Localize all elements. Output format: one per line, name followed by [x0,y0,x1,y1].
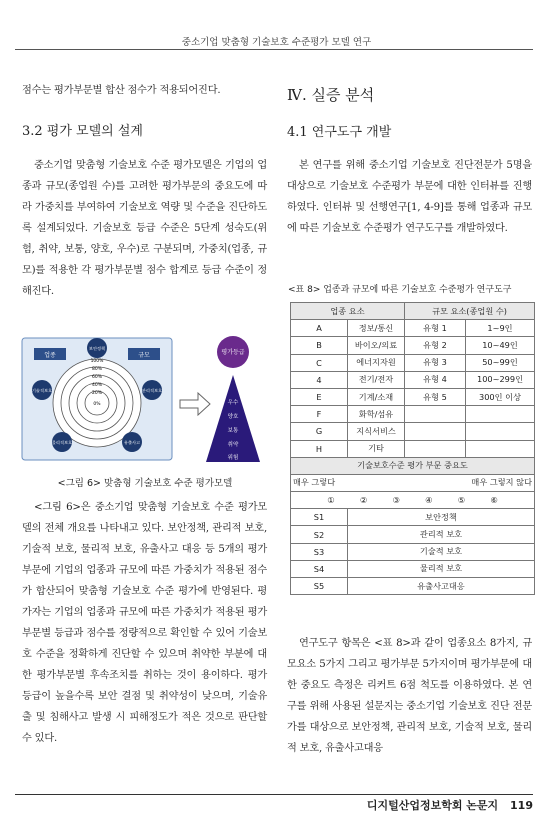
industry-name: 지식서비스 [348,423,405,440]
pyramid-level-4: 취약 [227,442,239,448]
pyramid-level-3: 보통 [227,428,239,434]
section-title-3-2: 3.2 평가 모델의 설계 [22,124,143,139]
section-title-4-1: 4.1 연구도구 개발 [287,125,392,140]
intro-line: 점수는 평가부문별 합산 점수가 적용되어진다. [22,85,221,96]
physical-label: 물리적보호 [51,440,73,445]
ring-label-40: 40% [91,383,103,388]
size-range: 300인 이상 [466,388,535,405]
ring-label-20: 20% [91,391,103,396]
industry-header: 업종 요소 [291,303,405,320]
size-type: 유형 2 [405,337,466,354]
ring-label-80: 80% [91,367,103,372]
sector-name: 관리적 보호 [348,526,535,543]
table-row [291,509,535,526]
industry-code: C [291,354,348,371]
left-paragraph-2: <그림 6>은 중소기업 맞춤형 기술보호 수준 평가모델의 전체 개요를 나타내고 있다. 보안정책, 관리적 보호, 기술적 보호, 물리적 보호, 유출사고 대응 등 5개의 평가부문에 기업의 업종과 규모에 따른 가중치가 적용된 점수가 합산되어 맞춤형 기술보호 수준 평가에 반영된다. 평가자는 기업의 업종과 규모에 따른 가중치가 적용된 평가부문별 등급과 점수를 정량적으로 확인할 수 있어 기술보호 수준을 정확하게 진단할 수 있으며 취약한 부분에 대한 평가부문별 후속조치를 취하는 것이 용이하다. 평가 등급이 높을수록 보안 결점 및 취약성이 낮으며, 기술유출 및 침해사고 발생 시 피해정도가 적은 것으로 판단할 수 있다. [22,502,267,744]
pyramid-level-2: 양호 [227,414,239,420]
ring-label-60: 60% [91,375,103,380]
scale-left-label: 매우 그렇다 [291,474,405,491]
sector-name: 물리적 보호 [348,560,535,577]
size-range: 100~299인 [466,371,535,388]
industry-code: H [291,440,348,457]
figure-6 [20,330,270,465]
table-row [291,354,535,371]
table-row [291,388,535,405]
table-row [291,423,535,440]
left-paragraph-1: 중소기업 맞춤형 기술보호 수준 평가모델은 기업의 업종과 규모(종업원 수)를 고려한 평가부문의 중요도에 따라 가중치를 부여하여 기술보호 역량 및 수준을 진단하도록 설계되었다. 기술보호 등급 수준은 5단계 성숙도(위험, 취약, 보통, 양호, 우수)로 구분되며, 가중치(업종, 규모)를 적용한 각 평가부문별 점수 합계로 등급 수준이 정해진다. [22,160,267,297]
industry-name: 기타 [348,440,405,457]
size-range [466,440,535,457]
page-number: 119 [510,799,533,812]
industry-code: A [291,320,348,337]
size-type: 유형 3 [405,354,466,371]
industry-name: 바이오/의료 [348,337,405,354]
figure-6-diagram [20,330,270,465]
security-policy-label: 보안정책 [88,346,106,351]
scale-right-label: 매우 그렇지 않다 [405,474,535,491]
industry-name: 에너지자원 [348,354,405,371]
administrative-label: 관리적보호 [141,388,163,393]
table-row [291,543,535,560]
size-type: 유형 4 [405,371,466,388]
size-type: 유형 1 [405,320,466,337]
sector-name: 기술적 보호 [348,543,535,560]
industry-name: 전기/전자 [348,371,405,388]
header-rule [15,49,533,50]
sector-code: S2 [291,526,348,543]
size-range: 10~49인 [466,337,535,354]
sector-code: S1 [291,509,348,526]
scale-mark: ② [359,495,368,506]
sector-code: S5 [291,578,348,595]
size-box-label: 규모 [138,352,150,359]
size-range: 50~99인 [466,354,535,371]
size-type [405,423,466,440]
scale-mark: ③ [392,495,400,506]
scale-mark: ① [327,495,335,506]
table-row [291,320,535,337]
size-range [466,423,535,440]
industry-code: G [291,423,348,440]
size-type [405,406,466,423]
industry-box-label: 업종 [44,352,56,359]
table-8-grid [290,302,535,595]
table-row [291,337,535,354]
industry-name: 화학/섬유 [348,406,405,423]
industry-name: 정보/통신 [348,320,405,337]
table-8-caption: <표 8> 업종과 규모에 따른 기술보호 수준평가 연구도구 [288,285,512,295]
industry-code: B [291,337,348,354]
right-paragraph-1: 본 연구를 위해 중소기업 기술보호 진단전문가 5명을 대상으로 기술보호 수준평가 부문에 대한 인터뷰를 진행하였다. 인터뷰 및 선행연구[1, 4-9]를 통해 업종과 규모에 따른 기술보호 수준평가 연구도구를 개발하였다. [287,160,532,234]
grade-title: 평가등급 [221,349,245,356]
right-paragraph-2: 연구도구 항목은 <표 8>과 같이 업종요소 8가지, 규모요소 5가지 그리고 평가부문 5가지이며 평가부문에 대한 중요도 측정은 리커트 6점 척도를 이용하였다. 본 연구를 위해 사용된 설문지는 중소기업 기술보호 진단 전문가를 대상으로 보안정책, 관리적 보호, 기술적 보호, 물리적 보호, 유출사고대응 [287,638,532,754]
figure-6-caption: <그림 6> 맞춤형 기술보호 수준 평가모델 [57,478,233,489]
sector-code: S3 [291,543,348,560]
journal-name: 디지털산업정보학회 논문지 [366,799,499,812]
running-header: 중소기업 맞춤형 기술보호 수준평가 모델 연구 [181,37,372,48]
ring-label-0: 0% [93,402,101,407]
table-row [291,578,535,595]
technical-label: 기술적보호 [31,388,53,393]
sector-name: 유출사고대응 [348,578,535,595]
footer-rule [15,794,533,795]
table-row [291,560,535,577]
size-header: 규모 요소(종업원 수) [405,303,535,320]
scale-mark: ④ [425,495,433,506]
pyramid-level-5: 위험 [227,455,239,461]
table-row [291,526,535,543]
importance-header: 기술보호수준 평가 부문 중요도 [291,457,535,474]
size-range: 1~9인 [466,320,535,337]
industry-code: F [291,406,348,423]
scale-mark: ⑤ [457,495,466,506]
ring-label-100: 100% [90,359,104,364]
chapter-title-4: Ⅳ. 실증 분석 [287,86,375,104]
industry-name: 기계/소재 [348,388,405,405]
arrow-icon [180,393,210,415]
sector-name: 보안정책 [348,509,535,526]
sector-code: S4 [291,560,348,577]
size-type [405,440,466,457]
page-footer [367,797,533,813]
table-8 [290,302,535,595]
table-row [291,371,535,388]
scale-mark: ⑥ [490,495,498,506]
industry-code: 4 [291,371,348,388]
table-row [291,440,535,457]
pyramid-level-1: 우수 [227,400,239,406]
industry-code: E [291,388,348,405]
table-row [291,406,535,423]
scale-marks [291,492,535,509]
size-type: 유형 5 [405,388,466,405]
leakage-label: 유출사고 [123,440,141,445]
size-range [466,406,535,423]
